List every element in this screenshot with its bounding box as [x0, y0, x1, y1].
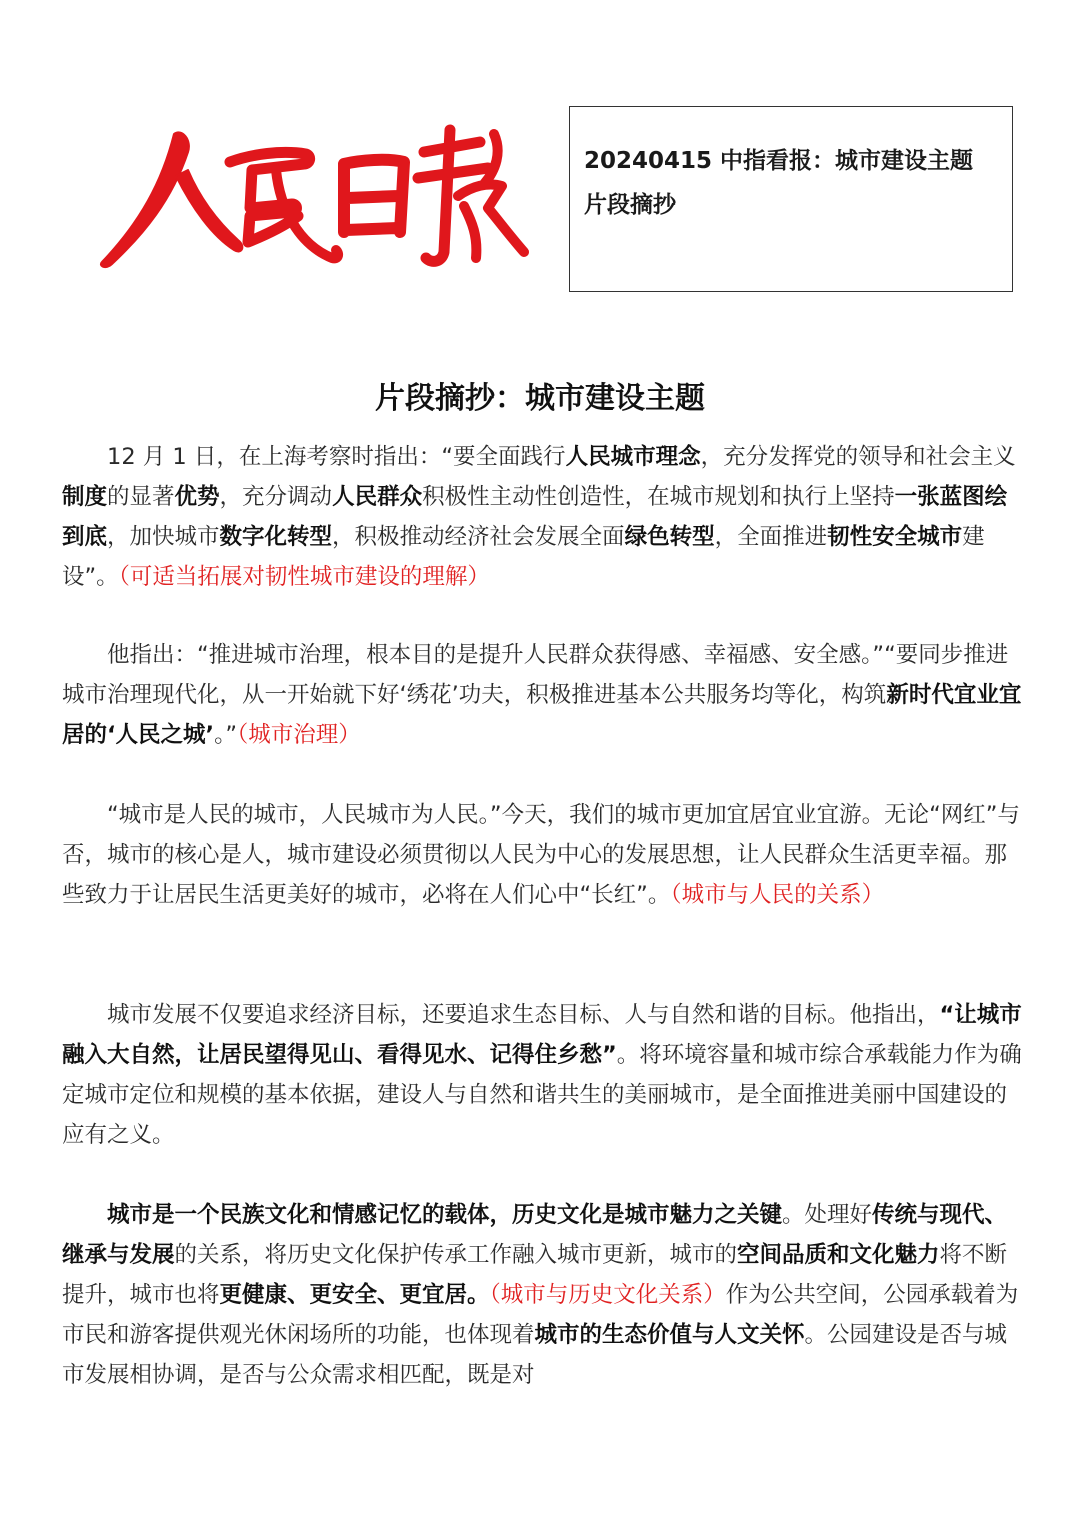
p5-text-5: 。公园建设是否与城市发展相协调，是否与公众需求相匹配，既是对	[62, 1322, 1008, 1388]
paragraph-2	[62, 635, 1027, 755]
p1-text-6: ，加快城市	[107, 524, 220, 550]
p5-annotation: （城市与历史文化关系）	[489, 1282, 726, 1308]
p1-bold-5: 一张蓝图绘到底	[62, 484, 1008, 550]
p5-text-3: 将不断提升，城市也将	[62, 1242, 1008, 1308]
paragraph-5	[62, 1195, 1027, 1395]
p1-bold-4: 人民群众	[332, 484, 423, 510]
p4-text-2: 。将环境容量和城市综合承载能力作为确定城市定位和规模的基本依据，建设人与自然和谐共生的美丽城市，是全面推进美丽中国建设的应有之义。	[62, 1042, 1022, 1148]
p1-bold-6: 数字化转型	[219, 524, 333, 550]
newspaper-logo-image	[92, 112, 532, 277]
p1-bold-7: 绿色转型	[624, 524, 715, 550]
p1-bold-1: 人民城市理念	[565, 444, 701, 470]
p1-bold-3: 优势	[174, 484, 220, 510]
p1-text-2: ，充分发挥党的领导和社会主义	[700, 444, 1016, 470]
p5-text-4: 作为公共空间，公园承载着为市民和游客提供观光休闲场所的功能，也体现着	[62, 1282, 1019, 1348]
p4-bold-1: “让城市融入大自然，让居民望得见山、看得见水、记得住乡愁”	[62, 1002, 1022, 1068]
p1-text-1: 12 月 1 日，在上海考察时指出：“要全面践行	[107, 444, 566, 470]
p1-text-4: ，充分调动	[219, 484, 333, 510]
p3-text-1: “城市是人民的城市，人民城市为人民。”今天，我们的城市更加宜居宜业宜游。无论“网红”与否，城市的核心是人，城市建设必须贯彻以人民为中心的发展思想，让人民群众生活更幸福。那些致力于让居民生活更美好的城市，必将在人们心中“长红”。	[62, 802, 1020, 908]
p1-text-5: 积极性主动性创造性，在城市规划和执行上坚持	[422, 484, 895, 510]
p5-bold-1: 城市是一个民族文化和情感记忆的载体，历史文化是城市魅力之关键	[107, 1202, 783, 1228]
p1-annotation: （可适当拓展对韧性城市建设的理解）	[118, 564, 490, 590]
p1-text-7: ，积极推动经济社会发展全面	[332, 524, 625, 550]
p1-bold-8: 韧性安全城市	[827, 524, 963, 550]
newspaper-logo	[92, 112, 532, 277]
p2-annotation: （城市治理）	[237, 722, 361, 748]
p5-bold-5: 城市的生态价值与人文关怀	[534, 1322, 805, 1348]
p1-text-9: 建设”。	[62, 524, 985, 590]
p5-text-2: 的关系，将历史文化保护传承工作融入城市更新，城市的	[174, 1242, 738, 1268]
p2-bold-1: 新时代宜业宜居的‘人民之城’	[62, 682, 1022, 748]
document-title: 片段摘抄：城市建设主题	[375, 381, 705, 416]
p5-bold-3: 空间品质和文化魅力	[737, 1242, 940, 1268]
p4-text-1: 城市发展不仅要追求经济目标，还要追求生态目标、人与自然和谐的目标。他指出，	[107, 1002, 940, 1028]
info-box-line-1: 20240415 中指看报：城市建设主题	[584, 148, 974, 174]
p5-text-1: 。处理好	[782, 1202, 873, 1228]
p1-text-3: 的显著	[107, 484, 175, 510]
paragraph-3	[62, 795, 1027, 915]
p1-bold-2: 制度	[62, 484, 108, 510]
paragraph-1	[62, 437, 1027, 597]
p5-bold-4: 更健康、更安全、更宜居。	[219, 1282, 490, 1308]
paragraph-4	[62, 995, 1027, 1155]
info-box-line-2: 片段摘抄	[584, 192, 676, 218]
p5-bold-2: 传统与现代、继承与发展	[62, 1202, 1008, 1268]
p2-text-2: 。”	[214, 722, 238, 748]
p2-text-1: 他指出：“推进城市治理，根本目的是提升人民群众获得感、幸福感、安全感。”“要同步推进城市治理现代化，从一开始就下好‘绣花’功夫，积极推进基本公共服务均等化，构筑	[62, 642, 1009, 708]
p1-text-8: ，全面推进	[714, 524, 828, 550]
header-info-box	[569, 106, 1013, 292]
p3-annotation: （城市与人民的关系）	[670, 882, 885, 908]
